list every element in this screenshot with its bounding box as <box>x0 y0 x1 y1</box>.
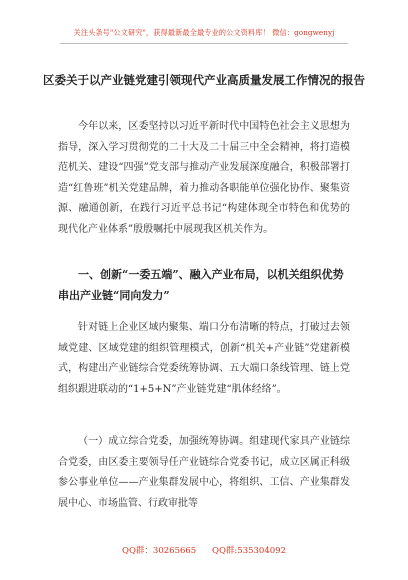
footer-qq-group-2: QQ群:535304092 <box>212 546 286 556</box>
section-heading-1: 一、创新“一委五端”、融入产业布局，以机关组织优势串出产业链“同向发力” <box>58 268 344 302</box>
intro-paragraph: 今年以来，区委坚持以习近平新时代中国特色社会主义思想为指导，深入学习贯彻党的二十大及二十届三中全会精神，将打造模范机关、建设“四强”党支部与推动产业发展深度融合，积极部署打造“红鲁班”机关党建品牌，着力推动各职能单位强化协作、聚集资源、融通创新，在践行习近平总书记“构建体现全市特色和优势的现代化产业体系”殷殷嘱托中展现我区机关作为。 <box>58 121 350 235</box>
section1-block <box>58 318 350 400</box>
footer-qq-group-1: QQ群：30265665 <box>122 546 197 556</box>
subsection1-block <box>58 432 350 514</box>
header-divider <box>60 43 348 44</box>
document-title: 区委关于以产业链党建引领现代产业高质量发展工作情况的报告 <box>43 73 365 87</box>
footer <box>0 544 408 558</box>
header-banner: 关注头条号"公文研究"，获得最新最全最专业的公文资料库！ 微信：gongwenyj <box>73 28 335 37</box>
subsection1-paragraph: （一）成立综合党委，加强统筹协调。组建现代家具产业链综合党委，由区委主要领导任产业链综合党委书记，成立区属正科级参公事业单位——产业集群发展中心，将组织、工信、产业集群发展中心、市场监管、行政审批等 <box>58 436 350 509</box>
section1-paragraph: 针对链上企业区域内聚集、端口分布清晰的特点，打破过去领域党建、区域党建的组织管理模式，创新“机关+产业链”党建新模式，构建出产业链综合党委统筹协调、五大端口条线管理、链上党组织跟进联动的“1+5+N”产业链党建“肌体经络”。 <box>58 322 350 395</box>
intro-block <box>58 117 350 240</box>
